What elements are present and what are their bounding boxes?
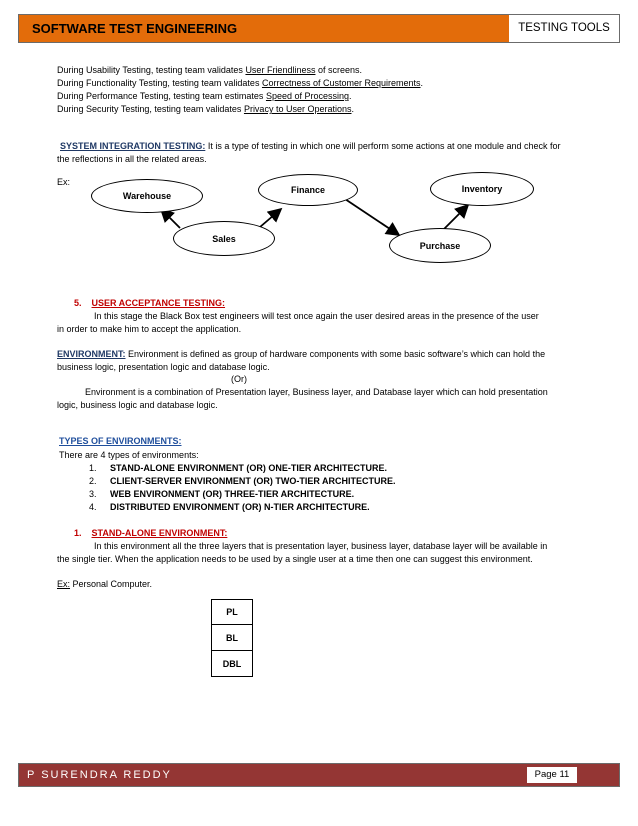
types-item-num: 1. — [89, 463, 97, 473]
uat-line-2: in order to make him to accept the application. — [57, 324, 242, 334]
header-section: TESTING TOOLS — [509, 15, 619, 42]
intro-text: During Usability Testing, testing team validates — [57, 65, 246, 75]
tier-dbl: DBL — [211, 650, 253, 677]
env-line-3: Environment is a combination of Presentation layer, Business layer, and Database layer which can hold presentation — [85, 387, 548, 397]
intro-text: . — [351, 104, 354, 114]
standalone-heading-line — [74, 527, 227, 540]
types-item: WEB ENVIRONMENT (OR) THREE-TIER ARCHITECTURE. — [110, 489, 355, 499]
intro-text: During Security Testing, testing team validates — [57, 104, 244, 114]
intro-text: . — [420, 78, 424, 88]
types-item-num: 2. — [89, 476, 97, 486]
env-line-1 — [57, 348, 545, 361]
standalone-ex-label: Ex: — [57, 579, 71, 589]
types-item-num: 3. — [89, 489, 97, 499]
arrow-finance-purchase — [345, 199, 399, 235]
sit-line-2: the reflections in all the related areas. — [57, 154, 207, 164]
node-sales: Sales — [173, 221, 275, 256]
intro-underlined: Speed of Processing — [265, 91, 349, 101]
uat-heading: USER ACCEPTANCE TESTING: — [91, 298, 226, 308]
page-footer — [18, 763, 620, 787]
types-intro: There are 4 types of environments: — [59, 450, 199, 460]
standalone-line-1: In this environment all the three layers that is presentation layer, business layer, database layer will be available in — [94, 541, 548, 551]
intro-text: of screens. — [315, 65, 362, 75]
node-warehouse: Warehouse — [91, 179, 203, 213]
intro-underlined: Correctness of Customer Requirements — [261, 78, 421, 88]
uat-line-1: In this stage the Black Box test engineers will test once again the user desired areas in the presence of the user — [94, 311, 539, 321]
tier-pl: PL — [211, 599, 253, 625]
uat-number: 5. — [74, 298, 82, 308]
standalone-line-2: the single tier. When the application needs to be used by a single user at a time then one can suggest this environment. — [57, 554, 533, 564]
header-title: SOFTWARE TEST ENGINEERING — [19, 15, 509, 42]
ex-label: Ex: — [57, 177, 71, 187]
tier-bl: BL — [211, 624, 253, 651]
intro-underlined: Privacy to User Operations — [243, 104, 352, 114]
standalone-number: 1. — [74, 528, 82, 538]
env-line-4: logic, business logic and database logic. — [57, 400, 218, 410]
env-or: (Or) — [231, 374, 247, 384]
intro-underlined: User Friendliness — [245, 65, 316, 75]
page-number: Page 11 — [527, 767, 577, 783]
types-item: STAND-ALONE ENVIRONMENT (OR) ONE-TIER ARCHITECTURE. — [110, 463, 387, 473]
intro-text: . — [349, 91, 352, 101]
sit-text: It is a type of testing in which one will perform some actions at one module and check for — [205, 141, 561, 151]
types-item: DISTRIBUTED ENVIRONMENT (OR) N-TIER ARCHITECTURE. — [110, 502, 370, 512]
intro-text: During Performance Testing, testing team estimates — [57, 91, 266, 101]
standalone-ex-text: Personal Computer. — [70, 579, 153, 589]
env-text: Environment is defined as group of hardware components with some basic software’s which can hold the — [125, 349, 546, 359]
env-line-2: business logic, presentation logic and database logic. — [57, 362, 270, 372]
node-finance: Finance — [258, 174, 358, 206]
standalone-example — [57, 578, 152, 591]
arrow-sales-finance — [260, 209, 281, 227]
arrow-purchase-inventory — [442, 205, 468, 231]
node-inventory: Inventory — [430, 172, 534, 206]
env-heading: ENVIRONMENT: — [57, 349, 126, 359]
types-heading: TYPES OF ENVIRONMENTS: — [59, 436, 182, 446]
node-purchase: Purchase — [389, 228, 491, 263]
author-name: P SURENDRA REDDY — [27, 769, 172, 781]
types-item-num: 4. — [89, 502, 97, 512]
uat-heading-line — [74, 297, 225, 310]
sit-heading: SYSTEM INTEGRATION TESTING: — [60, 141, 206, 151]
standalone-heading: STAND-ALONE ENVIRONMENT: — [91, 528, 228, 538]
intro-text: During Functionality Testing, testing team validates — [57, 78, 262, 88]
types-item: CLIENT-SERVER ENVIRONMENT (OR) TWO-TIER ARCHITECTURE. — [110, 476, 396, 486]
